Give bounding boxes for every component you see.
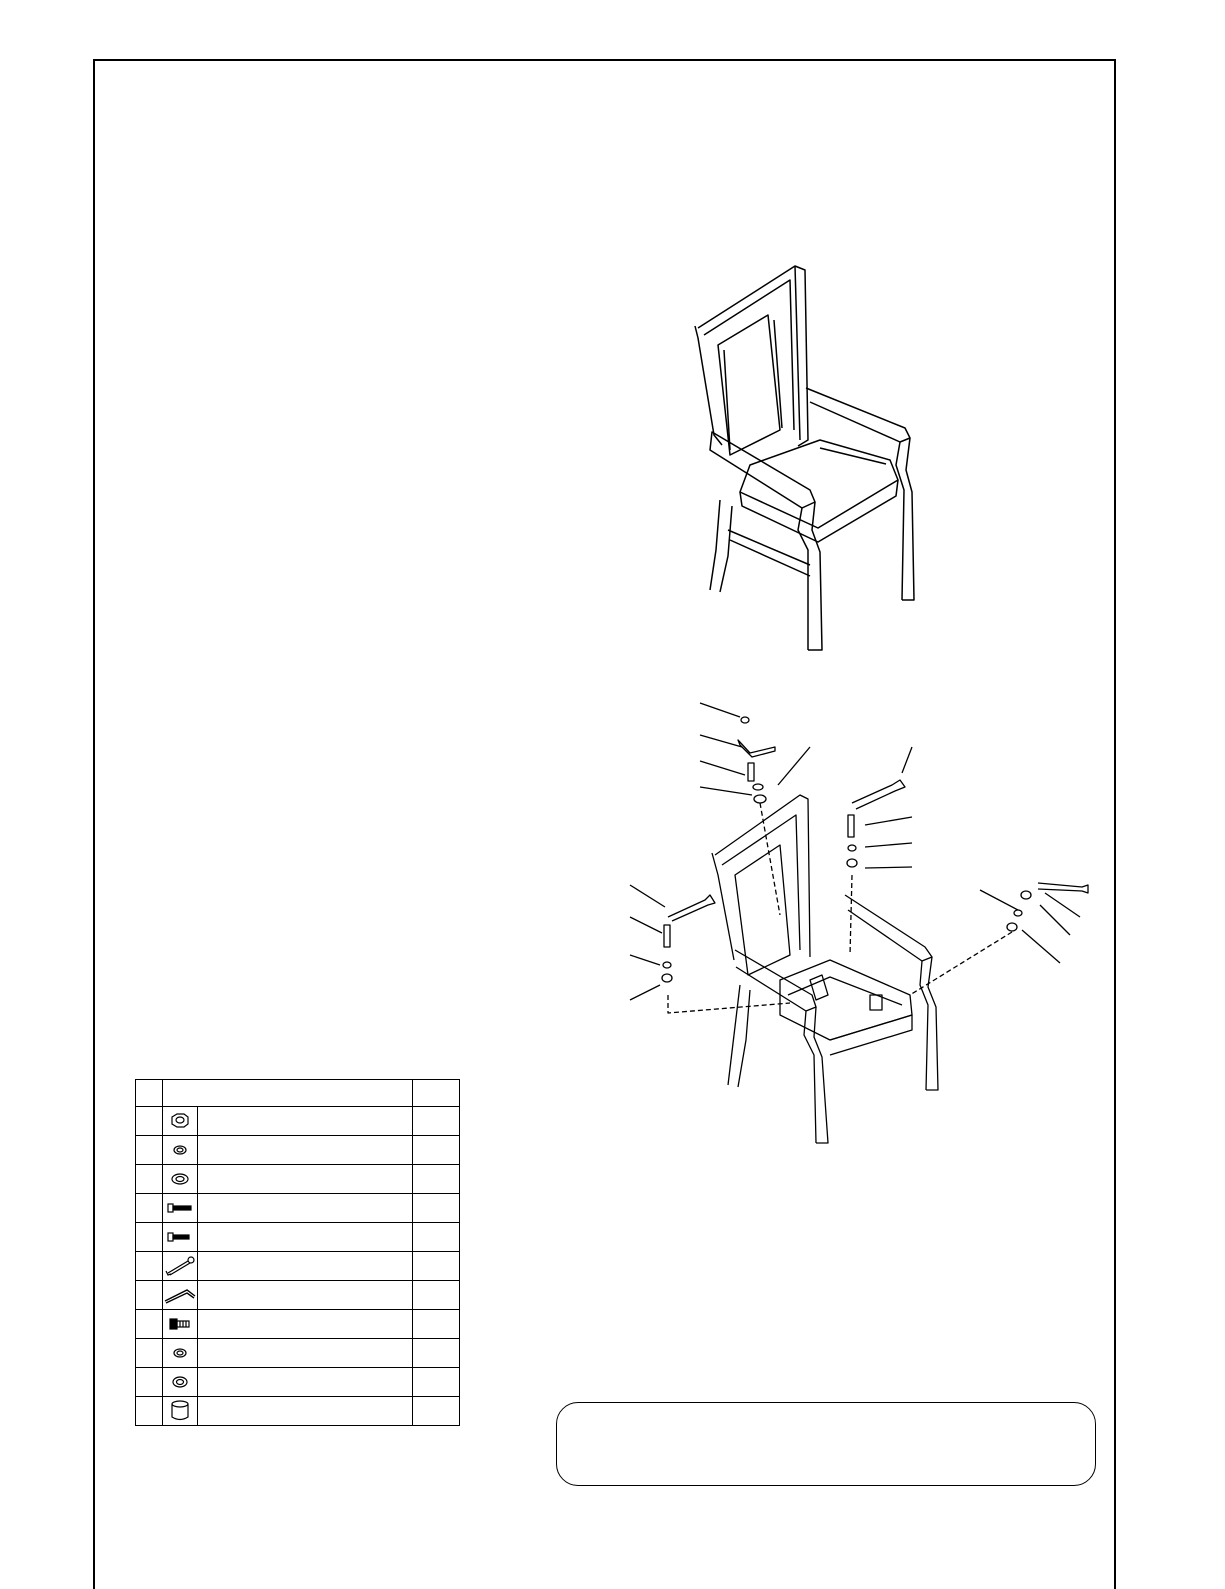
part-number — [136, 1107, 163, 1136]
part-qty — [413, 1368, 460, 1397]
exploded-assembly-illustration — [620, 695, 1090, 1155]
part-description — [198, 1194, 413, 1223]
part-number — [136, 1223, 163, 1252]
part-number — [136, 1397, 163, 1426]
assembled-chair-illustration — [690, 260, 930, 660]
part-description — [198, 1107, 413, 1136]
header-description — [163, 1080, 413, 1107]
part-number — [136, 1310, 163, 1339]
table-row — [136, 1107, 460, 1136]
table-row — [136, 1368, 460, 1397]
part-description — [198, 1252, 413, 1281]
header-qty — [413, 1080, 460, 1107]
lock-washer-icon — [163, 1136, 198, 1165]
flat-washer-icon — [163, 1165, 198, 1194]
part-qty — [413, 1107, 460, 1136]
table-row — [136, 1136, 460, 1165]
small-flat-washer-icon — [163, 1368, 198, 1397]
part-number — [136, 1368, 163, 1397]
part-description — [198, 1281, 413, 1310]
note-box — [556, 1402, 1096, 1486]
short-bolt-icon — [163, 1310, 198, 1339]
part-qty — [413, 1397, 460, 1426]
header-no — [136, 1080, 163, 1107]
part-number — [136, 1136, 163, 1165]
part-qty — [413, 1252, 460, 1281]
part-description — [198, 1397, 413, 1426]
table-row — [136, 1397, 460, 1426]
wrench-icon — [163, 1252, 198, 1281]
table-row — [136, 1281, 460, 1310]
table-row — [136, 1310, 460, 1339]
parts-list-table — [135, 1079, 460, 1426]
part-qty — [413, 1165, 460, 1194]
hex-nut-icon — [163, 1107, 198, 1136]
table-row — [136, 1252, 460, 1281]
part-description — [198, 1165, 413, 1194]
part-number — [136, 1252, 163, 1281]
part-qty — [413, 1223, 460, 1252]
part-description — [198, 1368, 413, 1397]
part-qty — [413, 1281, 460, 1310]
part-number — [136, 1281, 163, 1310]
part-qty — [413, 1136, 460, 1165]
part-qty — [413, 1339, 460, 1368]
table-row — [136, 1223, 460, 1252]
part-description — [198, 1310, 413, 1339]
floor-glide-icon — [163, 1397, 198, 1426]
long-bolt-icon — [163, 1194, 198, 1223]
part-number — [136, 1165, 163, 1194]
part-description — [198, 1339, 413, 1368]
table-row — [136, 1194, 460, 1223]
part-number — [136, 1339, 163, 1368]
part-number — [136, 1194, 163, 1223]
part-description — [198, 1136, 413, 1165]
parts-table-header-row — [136, 1080, 460, 1107]
part-qty — [413, 1310, 460, 1339]
table-row — [136, 1165, 460, 1194]
allen-key-icon — [163, 1281, 198, 1310]
medium-bolt-icon — [163, 1223, 198, 1252]
small-lock-washer-icon — [163, 1339, 198, 1368]
table-row — [136, 1339, 460, 1368]
part-qty — [413, 1194, 460, 1223]
part-description — [198, 1223, 413, 1252]
